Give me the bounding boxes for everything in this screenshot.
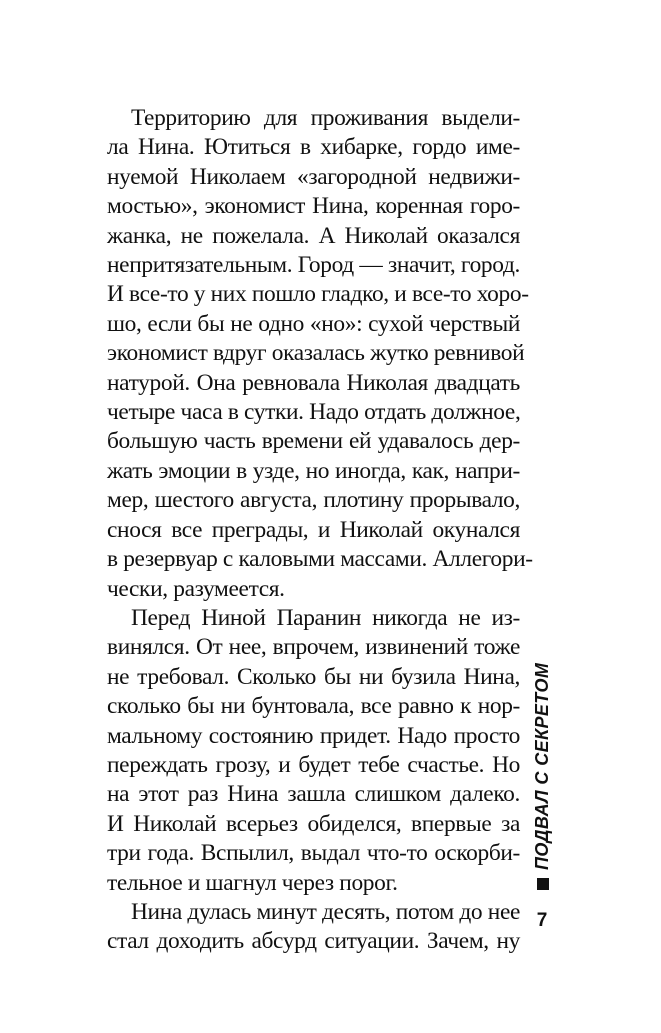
text-line: непритязательным. Город — значит, город. — [107, 252, 520, 279]
text-line: большую часть времени ей удавалось дер- — [107, 428, 520, 455]
text-line: мостью», экономист Нина, коренная горо- — [107, 193, 520, 220]
text-line: И все-то у них пошло гладко, и все-то хоро- — [107, 281, 529, 308]
paragraph-3 — [107, 898, 520, 957]
running-head — [532, 663, 553, 890]
text-line: в резервуар с каловыми массами. Аллегори- — [107, 546, 533, 573]
text-line: на этот раз Нина зашла слишком далеко. — [107, 781, 520, 808]
text-line: ла Нина. Ютиться в хибарке, гордо име- — [107, 134, 520, 161]
text-line: Нина дулась минут десять, потом до нее — [131, 898, 521, 925]
text-line: винялся. От нее, впрочем, извинений тоже — [107, 634, 520, 661]
book-title: ПОДВАЛ С СЕКРЕТОМ — [532, 662, 552, 870]
text-line: нуемой Николаем «загородной недвижи- — [107, 163, 520, 190]
text-line: сколько бы ни бунтовала, все равно к нор- — [107, 693, 520, 720]
text-line: жанка, не пожелала. А Николай оказался — [107, 222, 520, 249]
text-line: снося все преграды, и Николай окунался — [107, 516, 520, 543]
square-bullet-icon — [537, 878, 549, 890]
text-line: стал доходить абсурд ситуации. Зачем, ну — [107, 928, 520, 955]
text-line: чески, разумеется. — [107, 575, 285, 602]
text-line: Перед Ниной Паранин никогда не из- — [131, 604, 520, 631]
text-line: тельное и шагнул через порог. — [107, 869, 398, 896]
text-line: натурой. Она ревновала Николая двадцать — [107, 369, 520, 396]
text-line: И Николай всерьез обиделся, впервые за — [107, 810, 520, 837]
paragraph-1 — [107, 104, 533, 604]
text-line: шо, если бы не одно «но»: сухой черствый — [107, 310, 520, 337]
text-line: экономист вдруг оказалась жутко ревнивой — [107, 340, 525, 367]
text-line: четыре часа в сутки. Надо отдать должное, — [107, 399, 521, 426]
text-line: Территорию для проживания выдели- — [131, 105, 520, 131]
text-line: мер, шестого августа, плотину прорывало, — [107, 487, 520, 514]
text-line: переждать грозу, и будет тебе счастье. Но — [107, 751, 520, 778]
text-line: не требовал. Сколько бы ни бузила Нина, — [107, 663, 520, 690]
body-text — [107, 104, 533, 957]
text-line: мальному состоянию придет. Надо просто — [107, 722, 520, 749]
page-number: 7 — [536, 910, 548, 931]
paragraph-2 — [107, 604, 520, 898]
text-line: три года. Вспылил, выдал что-то оскорби- — [107, 840, 520, 867]
text-line: жать эмоции в узде, но иногда, как, напри- — [107, 457, 520, 484]
